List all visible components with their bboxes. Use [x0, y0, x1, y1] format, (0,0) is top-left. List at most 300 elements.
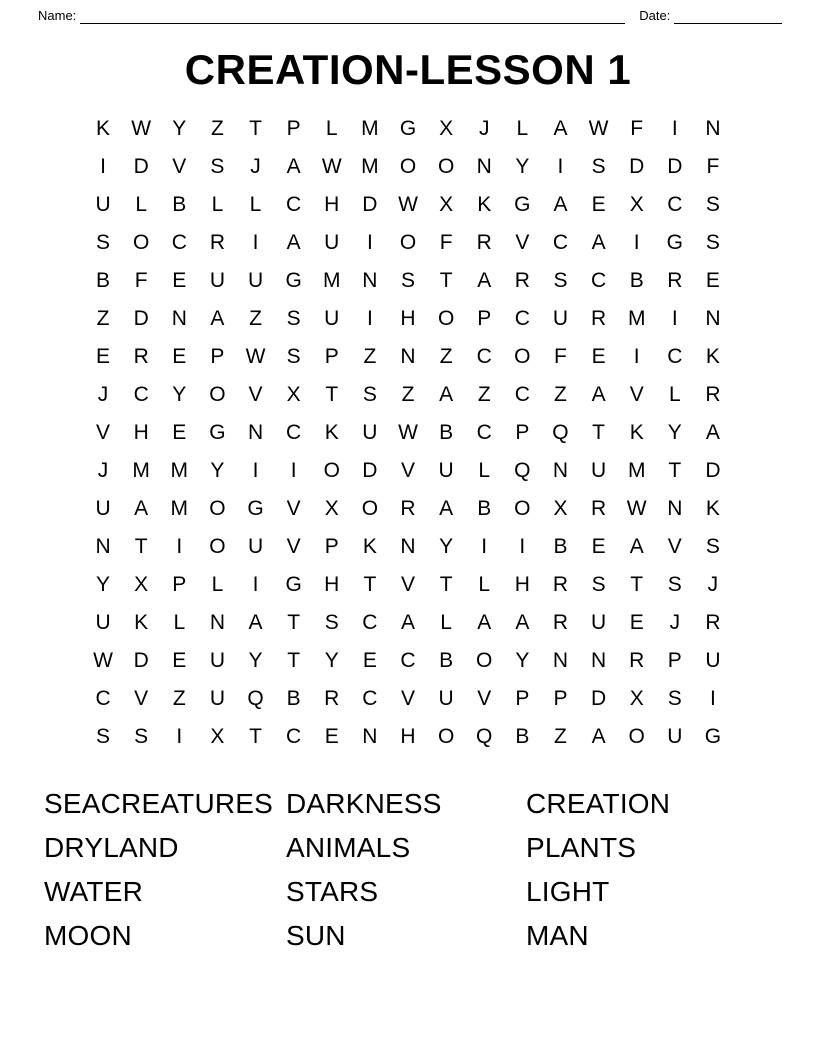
grid-cell[interactable]: S — [210, 155, 225, 178]
grid-cell[interactable]: E — [172, 421, 187, 444]
grid-cell[interactable]: N — [362, 725, 378, 748]
grid-cell[interactable]: O — [323, 459, 340, 482]
grid-cell[interactable]: C — [286, 421, 302, 444]
grid-cell[interactable]: O — [133, 231, 150, 254]
grid-cell[interactable]: X — [286, 383, 301, 406]
grid-cell[interactable]: R — [133, 345, 149, 368]
grid-cell[interactable]: E — [591, 193, 606, 216]
grid-cell[interactable]: R — [590, 307, 607, 330]
grid-cell[interactable]: O — [209, 383, 226, 406]
grid-cell[interactable]: M — [170, 459, 189, 482]
grid-cell[interactable]: A — [705, 421, 720, 444]
grid-cell[interactable]: K — [705, 345, 720, 368]
grid-cell[interactable]: E — [172, 649, 187, 672]
grid-cell[interactable]: R — [667, 269, 683, 292]
grid-cell[interactable]: A — [553, 193, 568, 216]
grid-cell[interactable]: R — [552, 573, 569, 596]
grid-cell[interactable]: A — [286, 231, 301, 254]
grid-cell[interactable]: V — [629, 383, 644, 406]
grid-cell[interactable]: E — [96, 345, 111, 368]
grid-cell[interactable]: F — [554, 345, 567, 368]
grid-cell[interactable]: V — [667, 535, 682, 558]
grid-cell[interactable]: A — [248, 611, 263, 634]
grid-cell[interactable]: X — [210, 725, 225, 748]
name-label: Name: — [38, 8, 77, 23]
grid-cell[interactable]: A — [591, 383, 606, 406]
grid-cell[interactable]: Z — [210, 117, 224, 140]
grid-cell[interactable]: C — [362, 687, 378, 710]
grid-cell[interactable]: C — [514, 383, 530, 406]
grid-cell[interactable]: I — [671, 307, 678, 330]
grid-cell[interactable]: N — [400, 345, 416, 368]
grid-cell[interactable]: I — [290, 459, 297, 482]
grid-cell[interactable]: R — [324, 687, 340, 710]
grid-cell[interactable]: X — [629, 687, 644, 710]
word-search-grid[interactable] — [84, 110, 732, 756]
grid-cell[interactable]: S — [400, 269, 415, 292]
grid-cell[interactable]: B — [439, 421, 454, 444]
grid-cell[interactable]: B — [629, 269, 644, 292]
grid-cell[interactable]: U — [209, 649, 225, 672]
grid-cell[interactable]: U — [324, 231, 340, 254]
grid-cell[interactable]: S — [705, 231, 720, 254]
grid-cell[interactable]: T — [287, 649, 301, 672]
grid-cell[interactable]: E — [591, 535, 606, 558]
grid-cell[interactable]: I — [252, 231, 259, 254]
grid-cell[interactable]: M — [170, 497, 189, 520]
grid-cell[interactable]: N — [209, 611, 225, 634]
grid-cell[interactable]: Q — [514, 459, 531, 482]
grid-cell[interactable]: U — [209, 687, 225, 710]
grid-cell[interactable]: C — [514, 307, 530, 330]
grid-cell[interactable]: U — [705, 649, 721, 672]
grid-cell[interactable]: R — [705, 611, 721, 634]
grid-cell[interactable]: A — [477, 611, 492, 634]
grid-cell[interactable]: K — [362, 535, 377, 558]
grid-cell[interactable]: N — [705, 117, 721, 140]
grid-cell[interactable]: L — [478, 459, 491, 482]
grid-cell[interactable]: D — [705, 459, 721, 482]
grid-cell[interactable]: U — [209, 269, 225, 292]
grid-cell[interactable]: I — [176, 725, 183, 748]
grid-cell[interactable]: A — [439, 497, 454, 520]
grid-cell[interactable]: D — [362, 193, 378, 216]
grid-cell[interactable]: X — [439, 193, 454, 216]
grid-cell[interactable]: D — [629, 155, 645, 178]
grid-cell[interactable]: N — [95, 535, 111, 558]
grid-cell[interactable]: G — [514, 193, 531, 216]
grid-cell[interactable]: U — [667, 725, 683, 748]
grid-cell[interactable]: T — [439, 269, 453, 292]
grid-cell[interactable]: R — [705, 383, 721, 406]
grid-cell[interactable]: A — [286, 155, 301, 178]
grid-cell[interactable]: C — [286, 725, 302, 748]
grid-cell[interactable]: X — [324, 497, 339, 520]
grid-cell[interactable]: S — [96, 725, 111, 748]
grid-cell[interactable]: N — [400, 535, 416, 558]
grid-cell[interactable]: T — [249, 725, 262, 748]
grid-cell[interactable]: A — [477, 269, 492, 292]
grid-cell[interactable]: O — [437, 307, 455, 330]
grid-cell[interactable]: E — [324, 725, 339, 748]
grid-cell[interactable]: O — [209, 497, 226, 520]
grid-cell[interactable]: Y — [248, 649, 263, 672]
grid-cell[interactable]: C — [476, 345, 492, 368]
grid-cell[interactable]: N — [705, 307, 721, 330]
name-write-line[interactable] — [80, 11, 625, 24]
grid-cell[interactable]: R — [209, 231, 225, 254]
grid-cell[interactable]: U — [362, 421, 378, 444]
grid-cell[interactable]: O — [476, 649, 493, 672]
grid-cell[interactable]: U — [95, 611, 111, 634]
grid-cell[interactable]: W — [588, 117, 609, 140]
grid-cell[interactable]: Y — [667, 421, 682, 444]
grid-cell[interactable]: I — [633, 345, 640, 368]
grid-cell[interactable]: V — [477, 687, 492, 710]
grid-cell[interactable]: H — [324, 193, 340, 216]
grid-cell[interactable]: H — [133, 421, 149, 444]
grid-cell[interactable]: D — [133, 155, 149, 178]
grid-cell[interactable]: E — [172, 269, 187, 292]
grid-cell[interactable]: L — [325, 117, 338, 140]
grid-cell[interactable]: X — [439, 117, 454, 140]
grid-cell[interactable]: C — [667, 193, 683, 216]
grid-cell[interactable]: E — [591, 345, 606, 368]
grid-cell[interactable]: P — [515, 421, 530, 444]
grid-cell[interactable]: U — [438, 687, 454, 710]
grid-cell[interactable]: W — [131, 117, 152, 140]
grid-cell[interactable]: M — [132, 459, 150, 482]
page-title: CREATION-LESSON 1 — [184, 46, 632, 93]
word-list-item: ANIMALS — [286, 832, 411, 863]
grid-cell[interactable]: U — [590, 459, 607, 482]
grid-cell[interactable]: O — [437, 155, 455, 178]
grid-cell[interactable]: J — [707, 573, 719, 596]
grid-cell[interactable]: A — [553, 117, 568, 140]
grid-cell[interactable]: Q — [552, 421, 569, 444]
grid-cell[interactable]: C — [95, 687, 111, 710]
grid-cell[interactable]: H — [400, 725, 416, 748]
grid-cell[interactable]: B — [286, 687, 301, 710]
grid-cell[interactable]: V — [286, 535, 301, 558]
grid-cell[interactable]: E — [362, 649, 377, 672]
grid-cell[interactable]: U — [95, 497, 111, 520]
grid-cell[interactable]: H — [514, 573, 530, 596]
grid-cell[interactable]: T — [363, 573, 377, 596]
grid-cell[interactable]: I — [366, 307, 373, 330]
grid-cell[interactable]: G — [285, 269, 302, 292]
grid-cell[interactable]: V — [400, 687, 415, 710]
grid-cell[interactable]: W — [321, 155, 342, 178]
grid-cell[interactable]: Y — [515, 649, 530, 672]
grid-cell[interactable]: S — [553, 269, 568, 292]
grid-cell[interactable]: A — [400, 611, 415, 634]
grid-cell[interactable]: C — [476, 421, 492, 444]
grid-cell[interactable]: W — [626, 497, 647, 520]
grid-cell[interactable]: Z — [477, 383, 491, 406]
header-row — [36, 8, 780, 24]
grid-cell[interactable]: X — [134, 573, 149, 596]
grid-cell[interactable]: A — [629, 535, 644, 558]
grid-cell[interactable]: D — [133, 307, 149, 330]
grid-cell[interactable]: L — [211, 193, 224, 216]
grid-cell[interactable]: P — [210, 345, 225, 368]
grid-cell[interactable]: S — [667, 573, 682, 596]
grid-cell[interactable]: Y — [172, 117, 187, 140]
grid-cell[interactable]: B — [553, 535, 568, 558]
word-list-item: WATER — [44, 876, 143, 907]
grid-cell[interactable]: R — [476, 231, 492, 254]
grid-cell[interactable]: C — [590, 269, 607, 292]
grid-cell[interactable]: S — [667, 687, 682, 710]
grid-cell[interactable]: K — [96, 117, 111, 140]
grid-cell[interactable]: P — [324, 345, 339, 368]
grid-cell[interactable]: K — [477, 193, 492, 216]
grid-cell[interactable]: E — [172, 345, 187, 368]
grid-cell[interactable]: S — [705, 193, 720, 216]
grid-cell[interactable]: J — [97, 383, 109, 406]
grid-cell[interactable]: G — [285, 573, 302, 596]
grid-cell[interactable]: U — [324, 307, 340, 330]
grid-cell[interactable]: Y — [515, 155, 530, 178]
grid-cell[interactable]: D — [667, 155, 683, 178]
grid-cell[interactable]: W — [398, 193, 418, 216]
grid-cell[interactable]: N — [171, 307, 187, 330]
grid-cell[interactable]: S — [705, 535, 720, 558]
grid-cell[interactable]: F — [630, 117, 644, 140]
grid-cell[interactable]: S — [362, 383, 377, 406]
grid-cell[interactable]: P — [477, 307, 492, 330]
grid-cell[interactable]: K — [705, 497, 720, 520]
grid-cell[interactable]: C — [286, 193, 302, 216]
grid-cell[interactable]: B — [515, 725, 530, 748]
grid-cell[interactable]: A — [591, 231, 606, 254]
grid-cell[interactable]: Z — [363, 345, 377, 368]
grid-cell[interactable]: L — [516, 117, 529, 140]
grid-cell[interactable]: V — [134, 687, 149, 710]
grid-cell[interactable]: I — [481, 535, 488, 558]
grid-cell[interactable]: V — [400, 573, 415, 596]
grid-cell[interactable]: V — [286, 497, 301, 520]
grid-cell[interactable]: N — [590, 649, 607, 672]
grid-cell[interactable]: R — [514, 269, 530, 292]
grid-cell[interactable]: X — [553, 497, 568, 520]
grid-cell[interactable]: I — [252, 459, 259, 482]
grid-cell[interactable]: V — [96, 421, 111, 444]
grid-cell[interactable]: Z — [96, 307, 110, 330]
grid-cell[interactable]: J — [97, 459, 109, 482]
word-list-item: MOON — [44, 920, 132, 951]
grid-cell[interactable]: U — [552, 307, 569, 330]
grid-cell[interactable]: P — [286, 117, 301, 140]
grid-cell[interactable]: N — [247, 421, 264, 444]
grid-cell[interactable]: O — [437, 725, 455, 748]
name-field — [38, 8, 625, 24]
grid-cell[interactable]: A — [515, 611, 530, 634]
grid-cell[interactable]: M — [323, 269, 341, 292]
grid-cell[interactable]: I — [710, 687, 716, 710]
grid-cell[interactable]: T — [325, 383, 339, 406]
grid-cell[interactable]: Y — [324, 649, 339, 672]
grid-cell[interactable]: T — [439, 573, 453, 596]
grid-cell[interactable]: O — [209, 535, 226, 558]
grid-cell[interactable]: P — [667, 649, 682, 672]
grid-cell[interactable]: I — [176, 535, 183, 558]
grid-cell[interactable]: D — [133, 649, 149, 672]
grid-cell[interactable]: Z — [554, 725, 567, 748]
grid-cell[interactable]: W — [93, 649, 113, 672]
grid-cell[interactable]: T — [630, 573, 644, 596]
grid-cell[interactable]: U — [95, 193, 111, 216]
grid-cell[interactable]: H — [400, 307, 416, 330]
grid-cell[interactable]: S — [324, 611, 339, 634]
grid-cell[interactable]: K — [134, 611, 149, 634]
grid-cell[interactable]: V — [400, 459, 415, 482]
grid-cell[interactable]: D — [362, 459, 378, 482]
grid-cell[interactable]: N — [362, 269, 378, 292]
grid-cell[interactable]: M — [627, 307, 646, 330]
grid-cell[interactable]: Q — [476, 725, 493, 748]
grid-cell[interactable]: L — [211, 573, 224, 596]
grid-cell[interactable]: Z — [249, 307, 262, 330]
grid-cell[interactable]: S — [286, 345, 301, 368]
grid-cell[interactable]: S — [96, 231, 111, 254]
grid-cell[interactable]: P — [515, 687, 530, 710]
grid-cell[interactable]: T — [668, 459, 682, 482]
grid-cell[interactable]: Y — [210, 459, 225, 482]
grid-cell[interactable]: Z — [554, 383, 567, 406]
grid-cell[interactable]: G — [399, 117, 417, 140]
grid-cell[interactable]: I — [100, 155, 106, 178]
grid-cell[interactable]: A — [210, 307, 225, 330]
grid-cell[interactable]: M — [627, 459, 646, 482]
grid-cell[interactable]: J — [478, 117, 490, 140]
grid-cell[interactable]: M — [361, 117, 379, 140]
grid-cell[interactable]: C — [362, 611, 378, 634]
grid-cell[interactable]: T — [592, 421, 605, 444]
grid-cell[interactable]: I — [366, 231, 373, 254]
grid-cell[interactable]: F — [706, 155, 720, 178]
word-list-item: LIGHT — [526, 876, 610, 907]
grid-cell[interactable]: X — [629, 193, 644, 216]
grid-cell[interactable]: I — [519, 535, 526, 558]
grid-cell[interactable]: L — [440, 611, 452, 634]
grid-cell[interactable]: B — [439, 649, 454, 672]
grid-cell[interactable]: O — [514, 345, 531, 368]
grid-cell[interactable]: V — [515, 231, 530, 254]
grid-cell[interactable]: N — [476, 155, 492, 178]
grid-cell[interactable]: R — [629, 649, 645, 672]
grid-cell[interactable]: N — [667, 497, 683, 520]
grid-cell[interactable]: B — [96, 269, 111, 292]
grid-cell[interactable]: Z — [172, 687, 186, 710]
grid-cell[interactable]: B — [477, 497, 492, 520]
grid-cell[interactable]: T — [287, 611, 301, 634]
grid-cell[interactable]: T — [134, 535, 148, 558]
grid-cell[interactable]: T — [249, 117, 262, 140]
grid-cell[interactable]: R — [552, 611, 569, 634]
grid-cell[interactable]: U — [247, 535, 264, 558]
grid-cell[interactable]: K — [324, 421, 339, 444]
grid-cell[interactable]: O — [399, 155, 417, 178]
grid-cell[interactable]: L — [478, 573, 491, 596]
grid-cell[interactable]: L — [668, 383, 681, 406]
grid-cell[interactable]: W — [398, 421, 418, 444]
grid-cell[interactable]: I — [633, 231, 640, 254]
grid-cell[interactable]: C — [400, 649, 416, 672]
grid-cell[interactable]: C — [552, 231, 569, 254]
grid-cell[interactable]: V — [248, 383, 263, 406]
grid-cell[interactable]: E — [705, 269, 720, 292]
grid-cell[interactable]: S — [286, 307, 301, 330]
grid-cell[interactable]: P — [553, 687, 568, 710]
grid-cell[interactable]: U — [438, 459, 454, 482]
grid-cell[interactable]: C — [133, 383, 149, 406]
grid-cell[interactable]: R — [590, 497, 607, 520]
grid-cell[interactable]: A — [591, 725, 606, 748]
grid-cell[interactable]: A — [439, 383, 454, 406]
grid-cell[interactable]: I — [557, 155, 564, 178]
date-write-line[interactable] — [674, 11, 782, 24]
grid-cell[interactable]: E — [629, 611, 644, 634]
grid-cell[interactable]: O — [514, 497, 531, 520]
grid-cell[interactable]: S — [591, 573, 606, 596]
grid-cell[interactable]: W — [245, 345, 266, 368]
grid-cell[interactable]: K — [629, 421, 644, 444]
grid-cell[interactable]: F — [134, 269, 148, 292]
grid-cell[interactable]: J — [669, 611, 681, 634]
grid-cell[interactable]: S — [591, 155, 606, 178]
grid-cell[interactable]: O — [361, 497, 379, 520]
grid-cell[interactable]: U — [590, 611, 607, 634]
grid-cell[interactable]: V — [172, 155, 187, 178]
grid-cell[interactable]: G — [247, 497, 264, 520]
grid-cell[interactable]: A — [134, 497, 149, 520]
grid-cell[interactable]: O — [628, 725, 645, 748]
grid-cell[interactable]: P — [172, 573, 187, 596]
grid-cell[interactable]: Y — [96, 573, 111, 596]
grid-cell[interactable]: G — [666, 231, 683, 254]
grid-cell[interactable]: I — [252, 573, 259, 596]
grid-cell[interactable]: L — [249, 193, 262, 216]
grid-cell[interactable]: Q — [247, 687, 264, 710]
grid-cell[interactable]: D — [590, 687, 607, 710]
grid-cell[interactable]: S — [134, 725, 149, 748]
grid-cell[interactable]: M — [361, 155, 379, 178]
grid-cell[interactable]: H — [324, 573, 340, 596]
grid-cell[interactable]: Y — [172, 383, 187, 406]
grid-cell[interactable]: Z — [439, 345, 453, 368]
grid-cell[interactable]: C — [171, 231, 187, 254]
grid-cell[interactable]: C — [667, 345, 683, 368]
grid-cell[interactable]: I — [671, 117, 678, 140]
grid-cell[interactable]: U — [247, 269, 264, 292]
grid-cell[interactable]: B — [172, 193, 187, 216]
grid-cell[interactable]: R — [400, 497, 416, 520]
grid-cell[interactable]: Y — [439, 535, 454, 558]
grid-cell[interactable]: L — [135, 193, 148, 216]
grid-cell[interactable]: N — [552, 459, 569, 482]
grid-cell[interactable]: G — [209, 421, 226, 444]
grid-cell[interactable]: N — [552, 649, 569, 672]
grid-cell[interactable]: P — [324, 535, 339, 558]
grid-cell[interactable]: G — [704, 725, 722, 748]
grid-cell[interactable]: F — [439, 231, 453, 254]
grid-cell[interactable]: J — [250, 155, 261, 178]
grid-cell[interactable]: O — [399, 231, 417, 254]
grid-cell[interactable]: Z — [401, 383, 415, 406]
grid-cell[interactable]: L — [173, 611, 186, 634]
